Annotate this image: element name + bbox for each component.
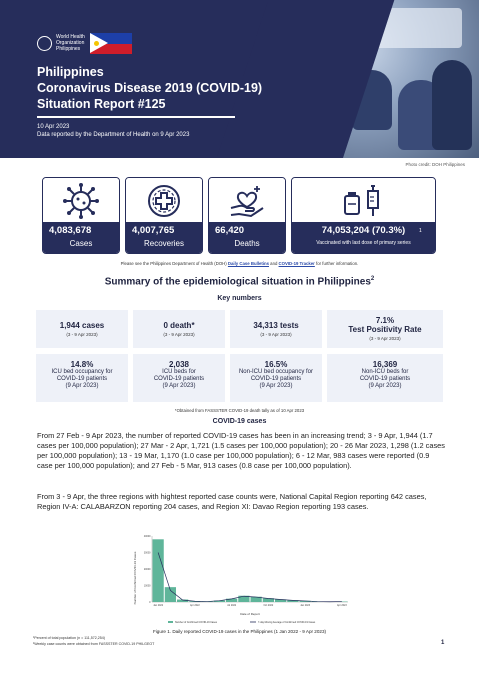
key-box-tests: 34,313 tests (3 - 9 Apr 2023) xyxy=(230,310,322,348)
figure-caption: Figure 1. Daily reported COVID-19 cases in the Philippines (1 Jan 2022 - 9 Apr 2023) xyxy=(152,629,327,634)
page-number: 1 xyxy=(441,640,445,646)
kpi-card-deaths: 66,420 Deaths xyxy=(208,177,286,254)
report-header xyxy=(0,0,479,158)
chart-y-tick-label: 0 xyxy=(149,601,151,604)
key-box-icu-occupancy: 14.8% ICU bed occupancy for COVID-19 patients (9 Apr 2023) xyxy=(36,354,128,402)
covid-cases-title: COVID-19 cases xyxy=(212,418,267,425)
cases-paragraph-2: From 3 - 9 Apr, the three regions with hightest reported case counts were, National Capital Region reporting 642 cases, Region IV-A: CALABARZON reporting 204 cases, and Region XI: Davao Region reporting 193 cases. xyxy=(37,492,427,511)
legend-bar-label: Number of Confirmed COVID-19 Cases xyxy=(175,621,217,624)
chart-x-axis-label: Date of Report xyxy=(240,612,260,616)
daily-case-bulletins-link[interactable]: Daily Case Bulletins xyxy=(227,261,269,266)
vaccination-photo xyxy=(312,0,479,158)
chart-x-tick-label: Jul 2022 xyxy=(227,604,237,607)
kpi-card-recoveries: 4,007,765 Recoveries xyxy=(125,177,203,254)
cases-paragraph-1: From 27 Feb - 9 Apr 2023, the number of reported COVID-19 cases has been in an increasing trend; 3 - 9 Apr, 1,944 (1.7 cases per 100,000 population); 27 Mar - 2 Apr, 1,721 (1.5 cases per 100,000 population); 20 - 26 Mar 2023, 1,298 (1.2 cases per 100,000 population); 13 - 19 Mar, 1,170 (1.0 case per 100,000 population); 6 - 12 Mar, 983 cases were reported (0.9 case per 100,000 population); and 27 Feb - 5 Mar, 913 cases (0.8 case per 100,000 population). xyxy=(37,431,445,470)
legend-bar-swatch xyxy=(168,621,173,623)
photo-credit: Photo credit: DOH Philippines xyxy=(405,162,465,167)
key-box-nonicu-beds: 16,369 Non-ICU beds for COVID-19 patients (9 Apr 2023) xyxy=(327,354,443,402)
virus-icon xyxy=(43,178,119,224)
covid-tracker-link[interactable]: COVID-19 Tracker xyxy=(278,261,315,266)
kpi-card-vaccinated: 74,053,204 (70.3%) Vaccinated with last dose of primary series xyxy=(291,177,436,254)
summary-title: Summary of the epidemiological situation in Philippines$^2$ xyxy=(104,276,375,288)
vaccine-icon xyxy=(292,178,435,224)
chart-bar xyxy=(153,539,164,602)
report-title: Philippines Coronavirus Disease 2019 (COVID-19) Situation Report #125 xyxy=(37,65,263,111)
moving-average-line xyxy=(158,553,342,602)
death-source-note: *Obtained from FASSSTER COVID-19 death tally as of 10 Apr 2023 xyxy=(174,408,305,413)
chart-x-tick-label: Jan 2022 xyxy=(153,604,164,607)
key-box-icu-beds: 2,038 ICU beds for COVID-19 patients (9 Apr 2023) xyxy=(133,354,225,402)
key-box-deaths: 0 death* (3 - 9 Apr 2023) xyxy=(133,310,225,348)
title-divider xyxy=(37,116,235,118)
chart-x-tick-label: Oct 2022 xyxy=(263,604,274,607)
chart-y-tick-label: 20000 xyxy=(143,568,151,571)
legend-line-label: 7-day Moving Average of Confirmed COVID-19 Cases xyxy=(258,621,316,624)
medical-cross-icon xyxy=(126,178,202,224)
footnote-1: ¹Percent of total population (n = 111,572,254) xyxy=(33,636,105,640)
chart-y-tick-label: 10000 xyxy=(143,584,151,588)
who-emblem-icon xyxy=(37,36,52,51)
chart-x-tick-label: Jan 2023 xyxy=(300,604,311,607)
chart-y-tick-label: 40000 xyxy=(143,535,151,538)
key-box-nonicu-occupancy: 16.5% Non-ICU bed occupancy for COVID-19 patients (9 Apr 2023) xyxy=(230,354,322,402)
report-date: 10 Apr 2023 Data reported by the Department of Health on 9 Apr 2023 xyxy=(37,124,190,138)
philippines-flag-icon xyxy=(90,33,132,54)
who-logo: World Health Organization Philippines xyxy=(37,34,85,52)
key-numbers-title: Key numbers xyxy=(217,295,262,302)
kpi-card-cases: 4,083,678 Cases xyxy=(42,177,120,254)
key-box-positivity: 7.1% Test Positivity Rate (3 - 9 Apr 2023) xyxy=(327,310,443,348)
daily-cases-chart xyxy=(130,528,352,628)
chart-x-tick-label: Apr 2023 xyxy=(337,604,347,607)
vaccinated-footnote-marker: 1 xyxy=(419,228,422,234)
footnote-2: ²Weekly case counts were obtained from FASSSTER COVID-19 PHILGEOT xyxy=(33,642,155,646)
info-note: Please see the Philippines Department of Health (DOH) Daily Case Bulletins and COVID-19 Tracker for further information. xyxy=(120,261,359,266)
key-box-cases: 1,944 cases (3 - 9 Apr 2023) xyxy=(36,310,128,348)
chart-y-tick-label: 30000 xyxy=(143,551,151,555)
chart-x-tick-label: Apr 2022 xyxy=(190,604,200,607)
chart-y-axis-label: Number of Confirmed COVID-19 Cases xyxy=(133,551,137,605)
hand-heart-icon xyxy=(209,178,285,224)
